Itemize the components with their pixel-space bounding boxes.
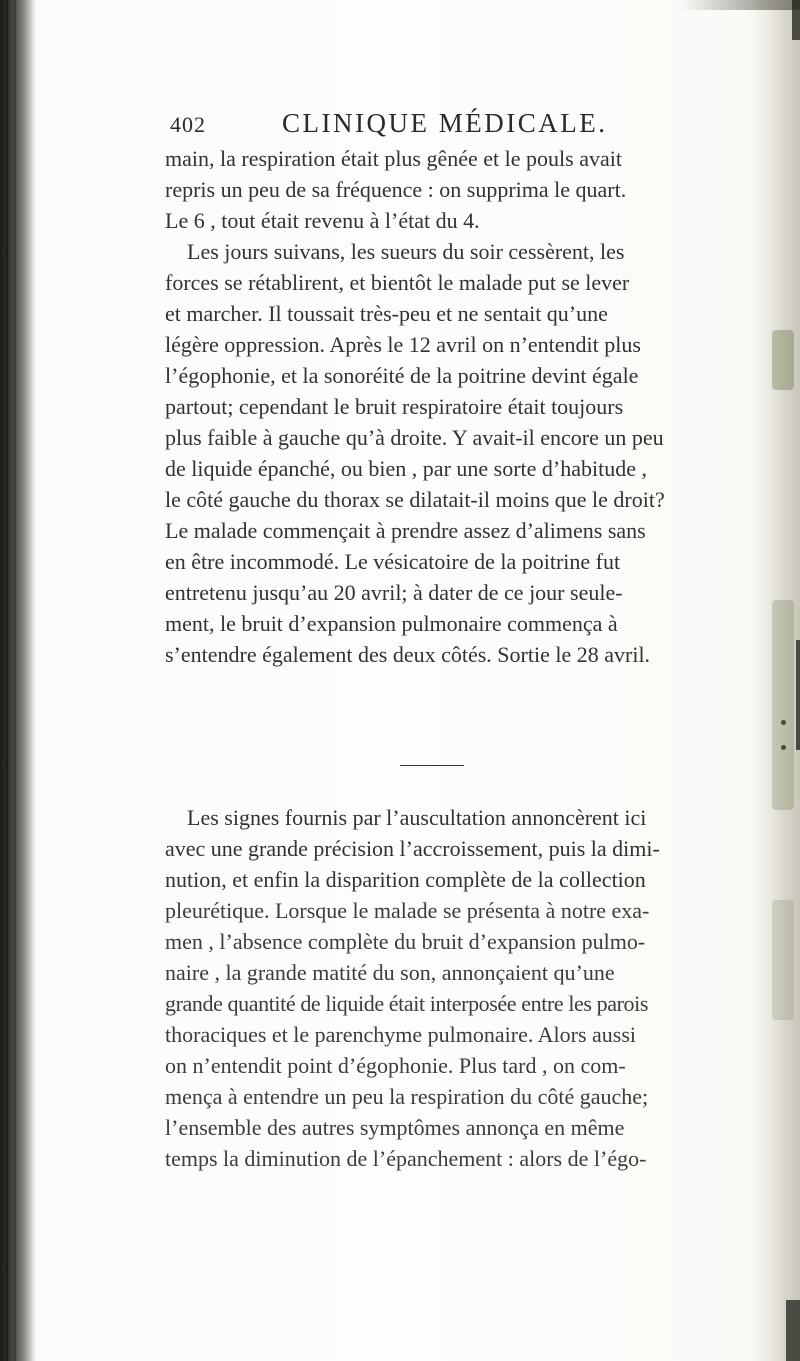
text-line: naire , la grande matité du son, annonçaient qu’une xyxy=(165,960,615,985)
page-stain xyxy=(772,900,794,1020)
text-line: avec une grande précision l’accroissement, puis la dimi- xyxy=(165,836,660,861)
text-line: Les signes fournis par l’auscultation annoncèrent ici xyxy=(187,805,647,830)
text-line: de liquide épanché, ou bien , par une sorte d’habitude , xyxy=(165,456,648,481)
text-line: men , l’absence complète du bruit d’expansion pulmo- xyxy=(165,929,646,954)
page-edge-dark xyxy=(786,1300,800,1361)
page-edge-dark xyxy=(796,640,800,750)
text-line: grande quantité de liquide était interposée entre les parois xyxy=(165,991,649,1016)
running-title: CLINIQUE MÉDICALE. xyxy=(282,108,608,138)
text-line: s’entendre également des deux côtés. Sortie le 28 avril. xyxy=(165,642,651,667)
text-line: plus faible à gauche qu’à droite. Y avait-il encore un peu xyxy=(165,425,664,450)
text-line: thoraciques et le parenchyme pulmonaire. Alors aussi xyxy=(165,1022,637,1047)
page-mark xyxy=(781,745,786,750)
section-divider xyxy=(400,765,464,766)
page-mark xyxy=(781,720,786,725)
text-line: pleurétique. Lorsque le malade se présenta à notre exa- xyxy=(165,898,650,923)
text-line: mença à entendre un peu la respiration du côté gauche; xyxy=(165,1084,649,1109)
page-header xyxy=(170,108,730,148)
page-stain xyxy=(772,330,794,390)
text-line: entretenu jusqu’au 20 avril; à dater de ce jour seule- xyxy=(165,580,623,605)
binding-streak xyxy=(6,0,8,1361)
text-line: ment, le bruit d’expansion pulmonaire commença à xyxy=(165,611,618,636)
text-line: en être incommodé. Le vésicatoire de la poitrine fut xyxy=(165,549,621,574)
page-edge-dark xyxy=(792,0,800,40)
text-line: Les jours suivans, les sueurs du soir cessèrent, les xyxy=(187,239,625,264)
text-line: repris un peu de sa fréquence : on supprima le quart. xyxy=(165,177,627,202)
page-stain xyxy=(772,600,794,810)
text-line: forces se rétablirent, et bientôt le malade put se lever xyxy=(165,270,630,295)
text-line: l’égophonie, et la sonoréité de la poitrine devint égale xyxy=(165,363,639,388)
text-line: temps la diminution de l’épanchement : alors de l’égo- xyxy=(165,1146,647,1171)
text-line: main, la respiration était plus gênée et le pouls avait xyxy=(165,146,622,171)
text-line: nution, et enfin la disparition complète de la collection xyxy=(165,867,646,892)
text-line: l’ensemble des autres symptômes annonça en même xyxy=(165,1115,625,1140)
text-line: légère oppression. Après le 12 avril on n’entendit plus xyxy=(165,332,641,357)
text-line: et marcher. Il toussait très-peu et ne sentait qu’une xyxy=(165,301,608,326)
page-corner-shadow xyxy=(680,0,800,10)
text-line: Le malade commençait à prendre assez d’alimens sans xyxy=(165,518,646,543)
text-line: le côté gauche du thorax se dilatait-il moins que le droit? xyxy=(165,487,665,512)
text-line: Le 6 , tout était revenu à l’état du 4. xyxy=(165,208,480,233)
text-line: partout; cependant le bruit respiratoire était toujours xyxy=(165,394,624,419)
page-number: 402 xyxy=(170,112,206,137)
binding-streak xyxy=(14,0,16,1361)
text-line: on n’entendit point d’égophonie. Plus tard , on com- xyxy=(165,1053,626,1078)
